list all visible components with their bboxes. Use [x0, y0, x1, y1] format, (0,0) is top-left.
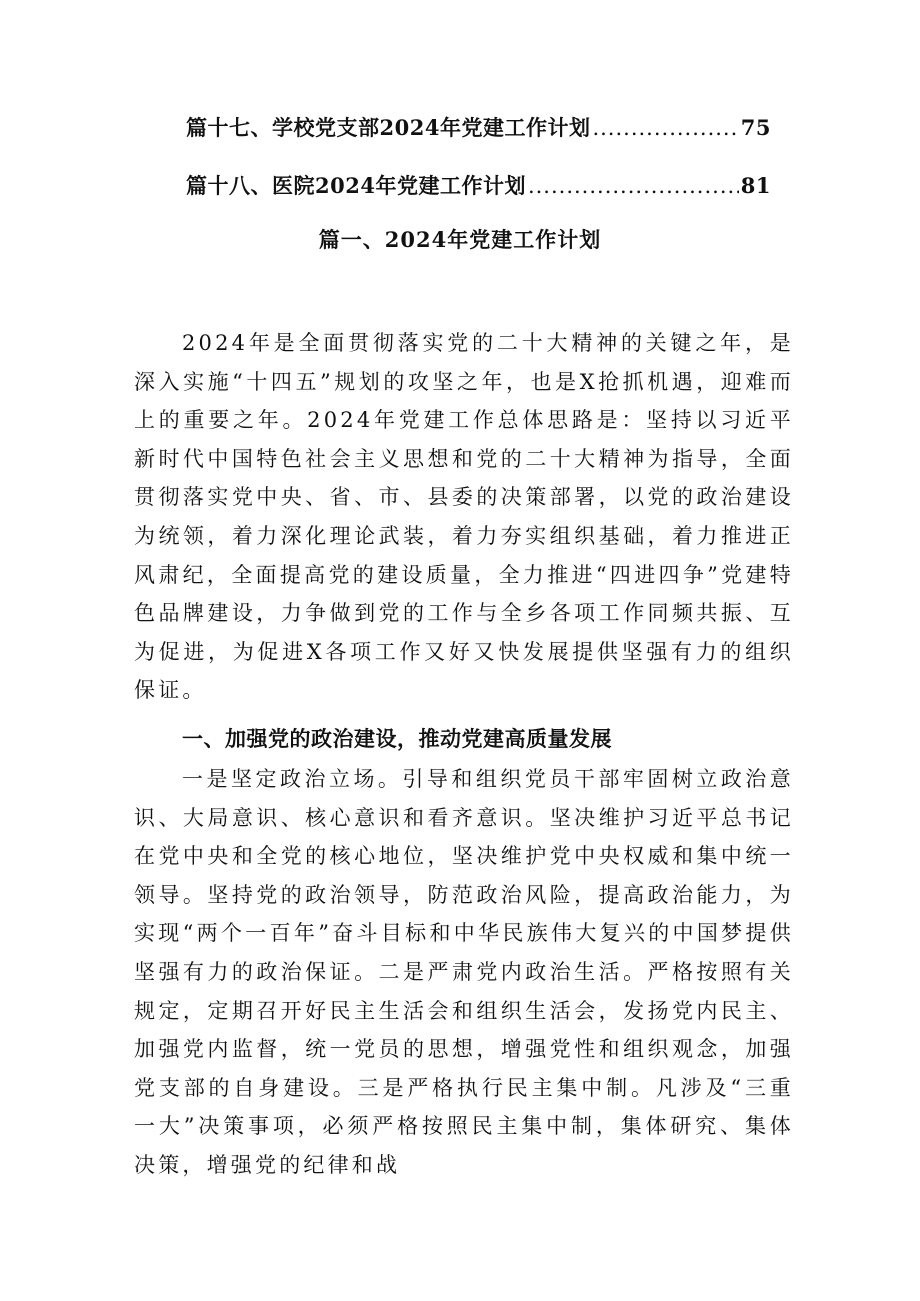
- toc-page-number: 75: [740, 115, 771, 140]
- toc-page-number: 81: [740, 173, 771, 198]
- section-body-paragraph: 一是坚定政治立场。引导和组织党员干部牢固树立政治意识、大局意识、核心意识和看齐意识。坚决维护习近平总书记在党中央和全党的核心地位，坚决维护党中央权威和集中统一领导。坚持党的政治领导，防范政治风险，提高政治能力，为实现“两个一百年”奋斗目标和中华民族伟大复兴的中国梦提供坚强有力的政治保证。二是严肃党内政治生活。严格按照有关规定，定期召开好民主生活会和组织生活会，发扬党内民主、加强党内监督，统一党员的思想，增强党性和组织观念，加强党支部的自身建设。三是严格执行民主集中制。凡涉及“三重一大”决策事项，必须严格按照民主集中制，集体研究、集体决策，增强党的纪律和战: [134, 767, 794, 1177]
- section-heading: 一、加强党的政治建设，推动党建高质量发展: [182, 727, 612, 751]
- toc-entry-title: 篇十七、学校党支部2024年党建工作计划: [186, 115, 591, 140]
- document-title: 篇一、2024年党建工作计划: [318, 227, 602, 252]
- toc-entry-17[interactable]: [186, 112, 771, 146]
- toc-entry-18[interactable]: [186, 170, 771, 204]
- intro-paragraph: 2024年是全面贯彻落实党的二十大精神的关键之年，是深入实施“十四五”规划的攻坚之年，也是X抢抓机遇，迎难而上的重要之年。2024年党建工作总体思路是：坚持以习近平新时代中国特色社会主义思想和党的二十大精神为指导，全面贯彻落实党中央、省、市、县委的决策部署，以党的政治建设为统领，着力深化理论武装，着力夯实组织基础，着力推进正风肃纪，全面提高党的建设质量，全力推进“四进四争”党建特色品牌建设，力争做到党的工作与全乡各项工作同频共振、互为促进，为促进X各项工作又好又快发展提供坚强有力的组织保证。: [134, 331, 794, 703]
- toc-entry-title: 篇十八、医院2024年党建工作计划: [186, 173, 526, 198]
- toc-leader-dots: [528, 174, 739, 198]
- toc-leader-dots: [592, 116, 738, 140]
